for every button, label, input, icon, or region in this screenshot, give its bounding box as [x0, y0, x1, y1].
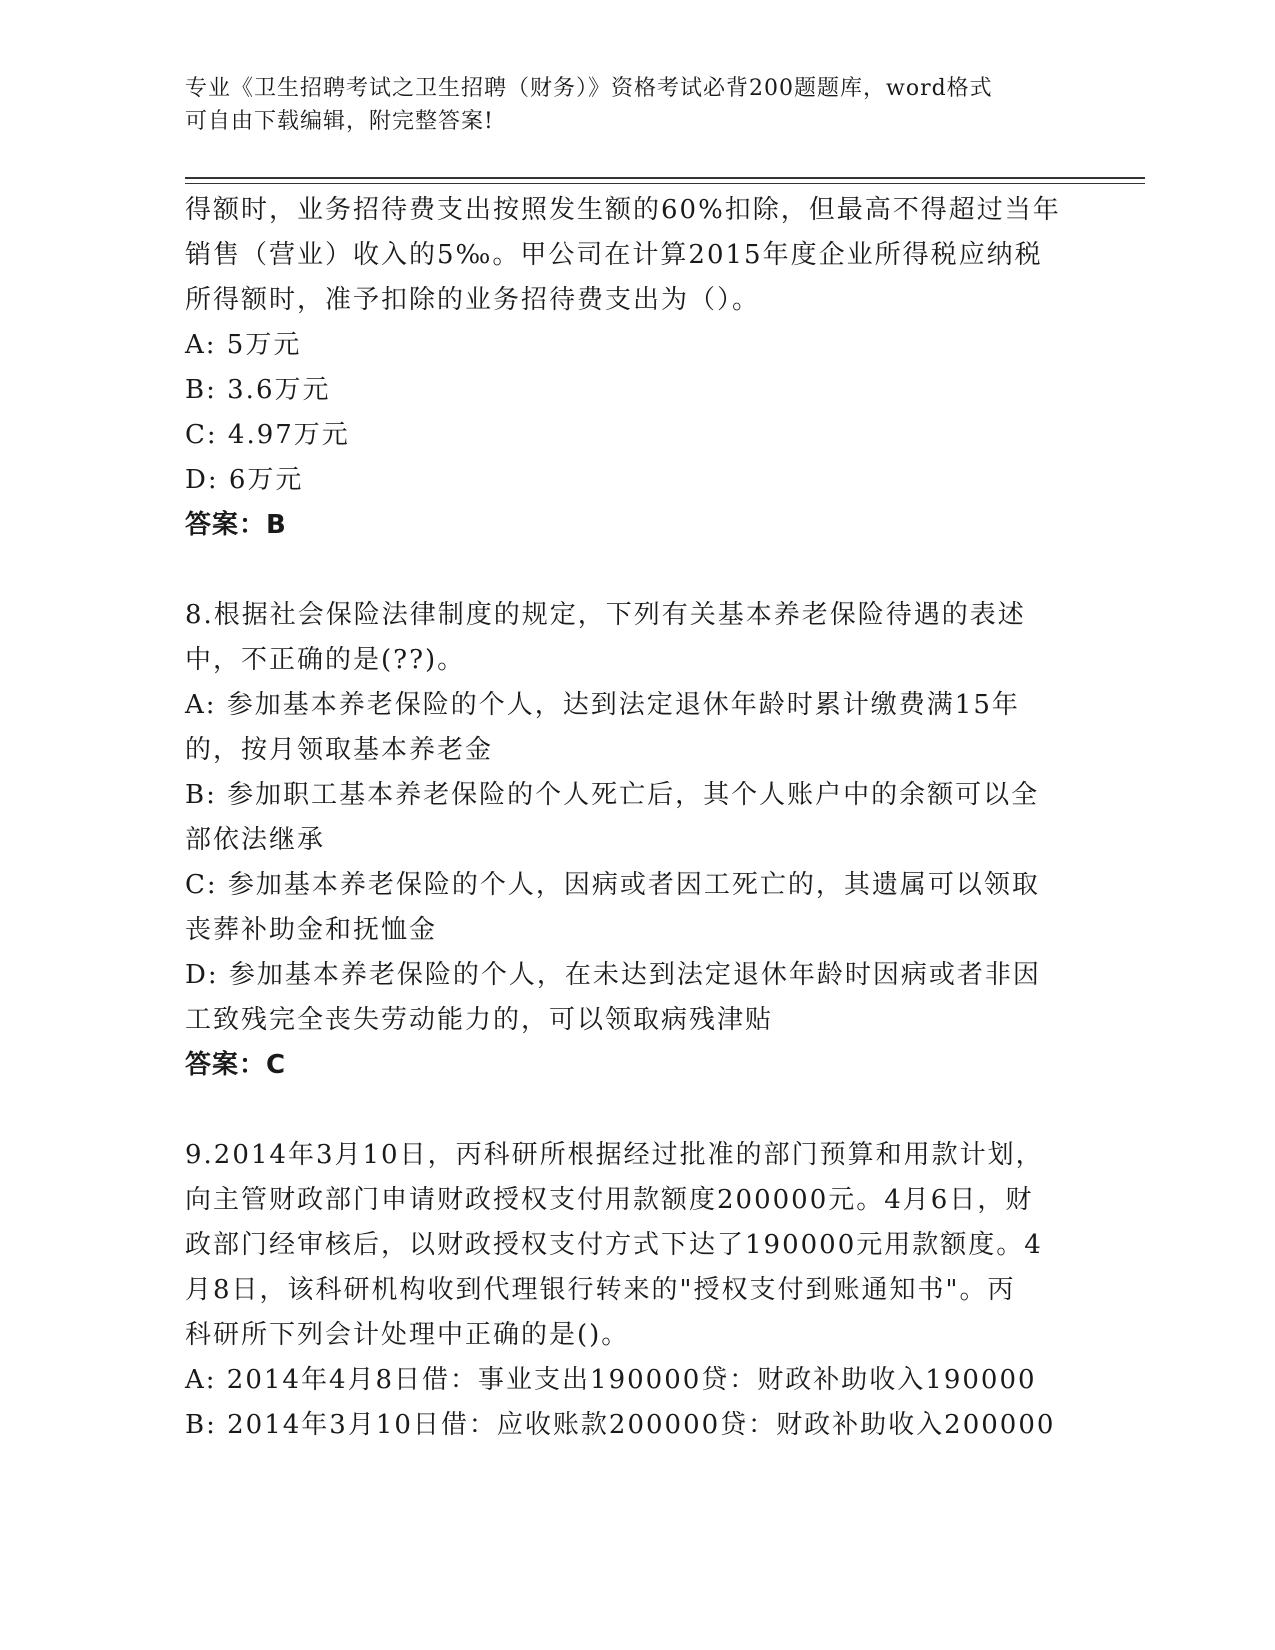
option-d-line-1: D: 参加基本养老保险的个人，在未达到法定退休年龄时因病或者非因 — [185, 960, 1041, 990]
document-header — [185, 72, 1065, 138]
option-a-line-1: A: 参加基本养老保险的个人，达到法定退休年龄时累计缴费满15年 — [185, 690, 1020, 720]
option-c-line-1: C: 参加基本养老保险的个人，因病或者因工死亡的，其遗属可以领取 — [185, 870, 1040, 900]
option-c-line-2: 丧葬补助金和抚恤金 — [185, 915, 438, 945]
option-a: A: 2014年4月8日借：事业支出190000贷：财政补助收入190000 — [185, 1365, 1037, 1395]
question-stem-line: 所得额时，准予扣除的业务招待费支出为（）。 — [185, 285, 761, 315]
question-stem-line: 向主管财政部门申请财政授权支付用款额度200000元。4月6日，财 — [185, 1185, 1034, 1215]
answer-line: 答案：B — [185, 510, 287, 540]
answer-line: 答案：C — [185, 1050, 287, 1080]
question-stem-line: 中，不正确的是(??)。 — [185, 645, 466, 675]
question-stem-line: 政部门经审核后，以财政授权支付方式下达了190000元用款额度。4 — [185, 1230, 1043, 1260]
question-spacer — [185, 1088, 1075, 1133]
option-b: B: 3.6万元 — [185, 375, 331, 405]
option-b-line-1: B: 参加职工基本养老保险的个人死亡后，其个人账户中的余额可以全 — [185, 780, 1040, 810]
option-a-line-2: 的，按月领取基本养老金 — [185, 735, 494, 765]
option-c: C: 4.97万元 — [185, 420, 350, 450]
option-d: D: 6万元 — [185, 465, 304, 495]
question-stem-line: 8.根据社会保险法律制度的规定，下列有关基本养老保险待遇的表述 — [185, 600, 1026, 630]
question-9 — [185, 1133, 1075, 1448]
question-7 — [185, 188, 1075, 548]
question-stem-line: 销售（营业）收入的5‰。甲公司在计算2015年度企业所得税应纳税 — [185, 240, 1043, 270]
header-line-1: 专业《卫生招聘考试之卫生招聘（财务）》资格考试必背200题题库，word格式 — [185, 76, 993, 101]
question-stem-line: 得额时，业务招待费支出按照发生额的60%扣除，但最高不得超过当年 — [185, 195, 1061, 225]
option-a: A: 5万元 — [185, 330, 302, 360]
option-b-line-2: 部依法继承 — [185, 825, 326, 855]
question-stem-line: 科研所下列会计处理中正确的是()。 — [185, 1320, 630, 1350]
question-stem-line: 9.2014年3月10日，丙科研所根据经过批准的部门预算和用款计划， — [185, 1140, 1044, 1170]
option-b: B: 2014年3月10日借：应收账款200000贷：财政补助收入200000 — [185, 1410, 1056, 1440]
question-spacer — [185, 548, 1075, 593]
option-d-line-2: 工致残完全丧失劳动能力的，可以领取病残津贴 — [185, 1005, 774, 1035]
header-line-2: 可自由下载编辑，附完整答案! — [185, 109, 494, 134]
header-rule-thin — [185, 183, 1145, 184]
header-rule-thick — [185, 177, 1145, 179]
question-8 — [185, 593, 1075, 1088]
document-body — [185, 188, 1075, 1448]
question-stem-line: 月8日，该科研机构收到代理银行转来的"授权支付到账通知书"。丙 — [185, 1275, 1016, 1305]
